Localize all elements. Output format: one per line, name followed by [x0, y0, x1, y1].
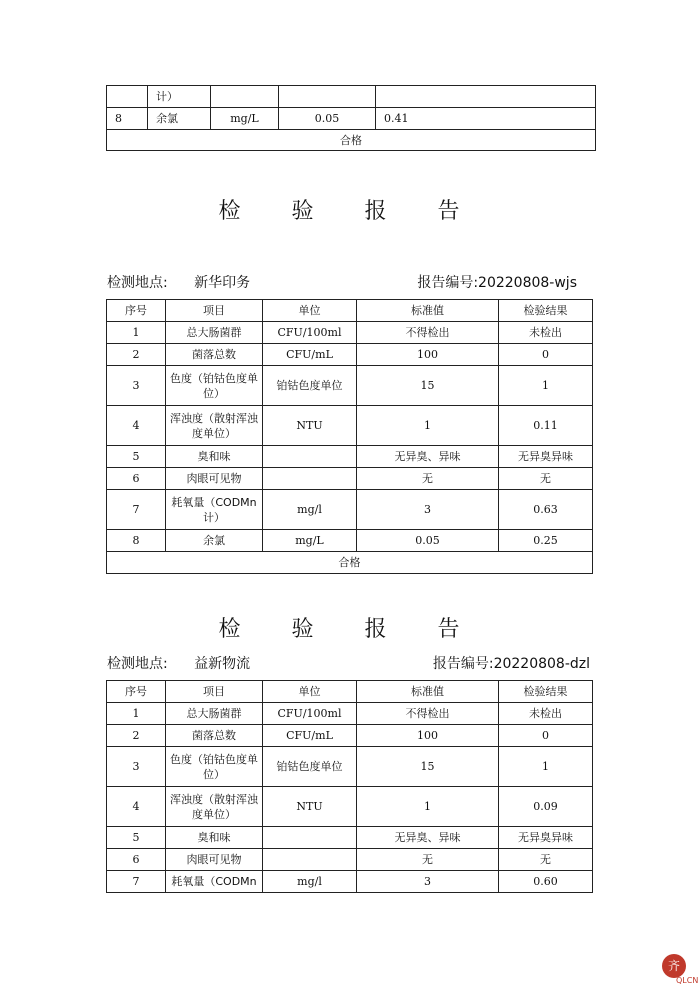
- column-header: 项目: [166, 300, 263, 322]
- standard-cell: 不得检出: [357, 322, 499, 344]
- standard-cell: 无异臭、异味: [357, 446, 499, 468]
- row-number: 2: [107, 344, 166, 366]
- location-value: 益新物流: [194, 656, 251, 672]
- result-cell: 无异臭异味: [499, 827, 593, 849]
- header-row: [107, 681, 593, 703]
- unit-cell: CFU/100ml: [263, 322, 357, 344]
- standard-cell: 1: [357, 787, 499, 827]
- standard-cell: 1: [357, 406, 499, 446]
- row-number: 5: [107, 827, 166, 849]
- table-row: [107, 725, 593, 747]
- unit-cell: mg/l: [263, 490, 357, 530]
- result-cell: 1: [499, 747, 593, 787]
- result-cell: 1: [499, 366, 593, 406]
- top-table-fragment: [106, 85, 596, 151]
- unit-cell: [263, 849, 357, 871]
- item-cell: 耗氧量（CODMn计）: [166, 490, 263, 530]
- row-number: 6: [107, 849, 166, 871]
- table-row: [107, 530, 593, 552]
- result-cell: 0.11: [499, 406, 593, 446]
- unit-cell: NTU: [263, 406, 357, 446]
- table-row: [107, 827, 593, 849]
- table-row: [107, 849, 593, 871]
- row-number: 3: [107, 366, 166, 406]
- result-cell: 无: [499, 849, 593, 871]
- verdict-row: 合格: [107, 130, 596, 151]
- result-cell: 无: [499, 468, 593, 490]
- report3-table: [106, 680, 593, 893]
- verdict-row: [107, 552, 593, 574]
- report-number: [417, 272, 577, 292]
- row-number: 4: [107, 787, 166, 827]
- standard-cell: 0.05: [357, 530, 499, 552]
- unit-cell: CFU/mL: [263, 344, 357, 366]
- column-header: 标准值: [357, 681, 499, 703]
- watermark-text: QLCN: [676, 976, 699, 985]
- row-number: 8: [107, 530, 166, 552]
- result-cell: 0.60: [499, 871, 593, 893]
- row-number: 5: [107, 446, 166, 468]
- table-row: [107, 406, 593, 446]
- unit-cell: 铂钴色度单位: [263, 366, 357, 406]
- standard-cell: 不得检出: [357, 703, 499, 725]
- verdict-cell: 合格: [107, 552, 593, 574]
- row-number: 1: [107, 703, 166, 725]
- column-header: 单位: [263, 300, 357, 322]
- row-number: 3: [107, 747, 166, 787]
- result-cell: 0: [499, 725, 593, 747]
- table-row: [107, 703, 593, 725]
- row-number: 6: [107, 468, 166, 490]
- standard-cell: 无: [357, 468, 499, 490]
- item-cell: 余氯: [166, 530, 263, 552]
- standard-cell: 100: [357, 344, 499, 366]
- unit-cell: CFU/100ml: [263, 703, 357, 725]
- report-title: 检 验 报 告: [218, 199, 482, 224]
- result-cell: 0.63: [499, 490, 593, 530]
- report-number-label: 报告编号:: [432, 656, 494, 672]
- item-cell: 总大肠菌群: [166, 703, 263, 725]
- item-cell: 总大肠菌群: [166, 322, 263, 344]
- item-cell: 耗氧量（CODMn: [166, 871, 263, 893]
- unit-cell: 铂钴色度单位: [263, 747, 357, 787]
- table-row: [107, 871, 593, 893]
- item-cell: 菌落总数: [166, 725, 263, 747]
- table-row: [107, 468, 593, 490]
- result-cell: 0.25: [499, 530, 593, 552]
- table-row: [107, 490, 593, 530]
- unit-cell: CFU/mL: [263, 725, 357, 747]
- report-number-value: 20220808-wjs: [478, 275, 577, 291]
- unit-cell: [263, 446, 357, 468]
- unit-cell: NTU: [263, 787, 357, 827]
- location-line: [107, 653, 250, 673]
- result-cell: 未检出: [499, 322, 593, 344]
- table-row: [107, 344, 593, 366]
- report-number-label: 报告编号:: [417, 275, 479, 291]
- table-row: [107, 787, 593, 827]
- row-number: 4: [107, 406, 166, 446]
- unit-cell: mg/L: [263, 530, 357, 552]
- table-row: [107, 446, 593, 468]
- standard-cell: 无异臭、异味: [357, 827, 499, 849]
- location-label: 检测地点:: [107, 656, 168, 672]
- table-row: [107, 747, 593, 787]
- item-cell: 浑浊度（散射浑浊度单位）: [166, 406, 263, 446]
- item-cell: 肉眼可见物: [166, 849, 263, 871]
- watermark-logo: 齐: [662, 954, 686, 978]
- location-value: 新华印务: [194, 275, 251, 291]
- item-cell: 计）: [148, 86, 211, 108]
- report-number-value: 20220808-dzl: [493, 656, 590, 672]
- item-cell: 菌落总数: [166, 344, 263, 366]
- result-cell: 无异臭异味: [499, 446, 593, 468]
- standard-cell: 15: [357, 747, 499, 787]
- result-cell: 未检出: [499, 703, 593, 725]
- column-header: 序号: [107, 681, 166, 703]
- item-cell: 臭和味: [166, 827, 263, 849]
- column-header: 单位: [263, 681, 357, 703]
- standard-cell: 100: [357, 725, 499, 747]
- table-row: 8 余氯 mg/L 0.05 0.41: [107, 108, 596, 130]
- column-header: 项目: [166, 681, 263, 703]
- standard-cell: 15: [357, 366, 499, 406]
- report-number: [433, 653, 590, 673]
- column-header: 标准值: [357, 300, 499, 322]
- item-cell: 肉眼可见物: [166, 468, 263, 490]
- unit-cell: mg/l: [263, 871, 357, 893]
- report-title: 检 验 报 告: [218, 617, 482, 642]
- header-row: [107, 300, 593, 322]
- row-number: 2: [107, 725, 166, 747]
- item-cell: 色度（铂钴色度单位）: [166, 747, 263, 787]
- column-header: 检验结果: [499, 681, 593, 703]
- column-header: 检验结果: [499, 300, 593, 322]
- item-cell: 臭和味: [166, 446, 263, 468]
- row-number: 1: [107, 322, 166, 344]
- row-number: 7: [107, 871, 166, 893]
- report2-table: [106, 299, 593, 574]
- result-cell: 0: [499, 344, 593, 366]
- result-cell: 0.09: [499, 787, 593, 827]
- item-cell: 浑浊度（散射浑浊度单位）: [166, 787, 263, 827]
- location-label: 检测地点:: [107, 275, 168, 291]
- table-row: [107, 366, 593, 406]
- unit-cell: [263, 468, 357, 490]
- standard-cell: 3: [357, 871, 499, 893]
- standard-cell: 3: [357, 490, 499, 530]
- table-row: [107, 322, 593, 344]
- item-cell: 色度（铂钴色度单位）: [166, 366, 263, 406]
- standard-cell: 无: [357, 849, 499, 871]
- table-row: [107, 86, 596, 108]
- column-header: 序号: [107, 300, 166, 322]
- location-line: [107, 272, 250, 292]
- unit-cell: [263, 827, 357, 849]
- row-number: 7: [107, 490, 166, 530]
